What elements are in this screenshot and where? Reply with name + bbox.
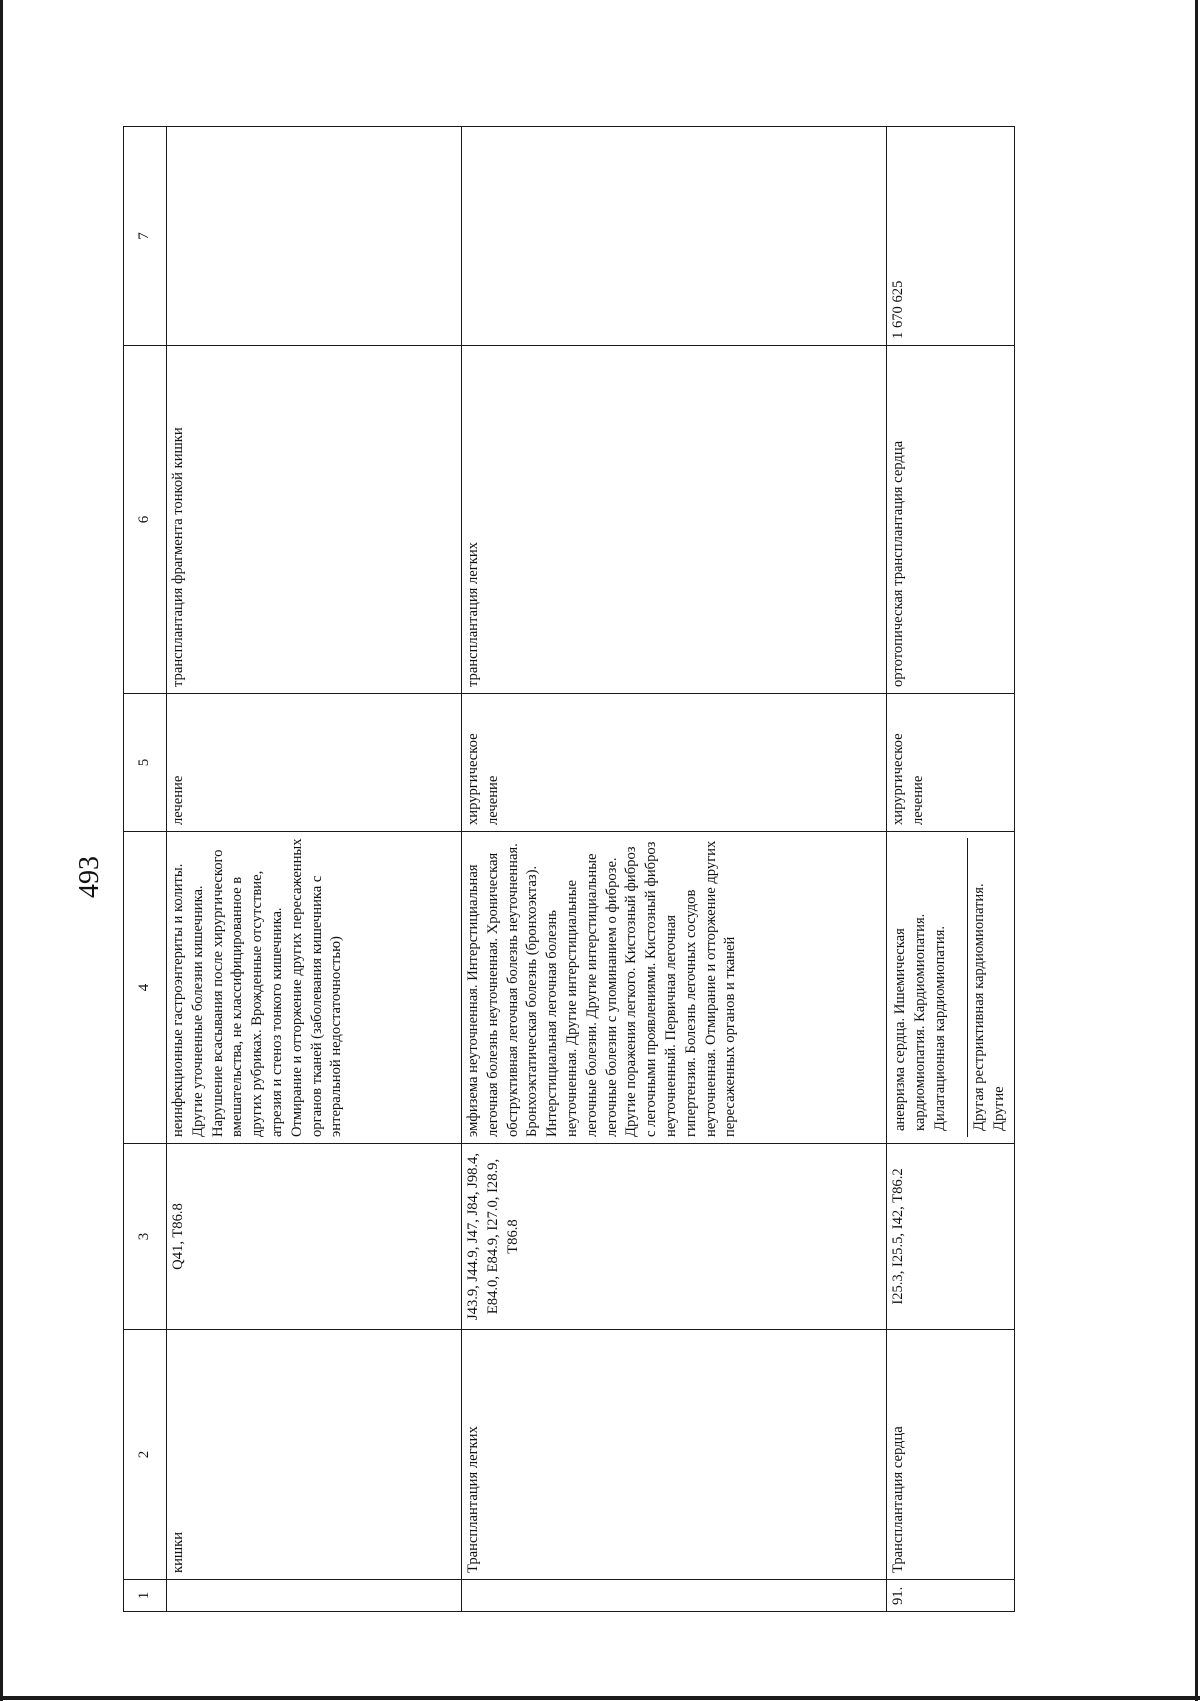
diagnosis-text: неинфекционные гастроэнтериты и колиты. Другие уточненные болезни кишечника. Нарушение всасывания после хирургического вмешательства, не классифицированное в других рубриках. Врожденные отсутствие, атрезия и стеноз тонкого кишечника. Отмирание и отторжение других пересаженных органов тканей (заболевания кишечника с энтеральной недостаточностью): [167, 832, 462, 1144]
row-number: [167, 1580, 462, 1612]
cost-value: 1 670 625: [887, 127, 1015, 346]
page-number: 493: [74, 856, 105, 898]
cost-value: [462, 127, 887, 346]
header-cell: 7: [124, 127, 167, 346]
cost-value: [167, 127, 462, 346]
table-row: [167, 127, 462, 1612]
table-row: [887, 127, 1015, 1612]
header-cell: 3: [124, 1144, 167, 1330]
diagnosis-text: аневризма сердца. Ишемическая кардиомиопатия. Кардиомиопатия. Дилатационная кардиомиопатия.: [889, 838, 968, 1137]
scan-edge-bottom: [0, 1696, 1200, 1700]
scan-edge-right: [1195, 0, 1198, 1701]
icd-codes: J43.9, J44.9, J47, J84, J98.4, E84.0, E84.9, I27.0, I28.9, T86.8: [462, 1144, 887, 1330]
scan-edge-left: [0, 0, 3, 1701]
diagnosis-split-cell: [887, 832, 1015, 1144]
diagnosis-text-continued: Другая рестриктивная кардиомиопатия. Другие: [971, 883, 1007, 1131]
header-cell: 4: [124, 832, 167, 1144]
rotated-table-container: [123, 127, 1073, 1612]
icd-codes: Q41, T86.8: [167, 1144, 462, 1330]
row-number: [462, 1580, 887, 1612]
table-header-row: [124, 127, 167, 1612]
medical-care-table: [123, 126, 1015, 1612]
treatment-type: лечение: [167, 694, 462, 832]
header-cell: 6: [124, 346, 167, 694]
table-row: [462, 127, 887, 1612]
header-cell: 2: [124, 1330, 167, 1580]
treatment-method: трансплантация легких: [462, 346, 887, 694]
row-number: 91.: [887, 1580, 1015, 1612]
treatment-type: хирургическое лечение: [887, 694, 1015, 832]
header-cell: 5: [124, 694, 167, 832]
icd-codes: I25.3, I25.5, I42, T86.2: [887, 1144, 1015, 1330]
procedure-name: Трансплантация легких: [462, 1330, 887, 1580]
procedure-name: кишки: [167, 1330, 462, 1580]
treatment-method: трансплантация фрагмента тонкой кишки: [167, 346, 462, 694]
treatment-type: хирургическое лечение: [462, 694, 887, 832]
diagnosis-text: эмфизема неуточненная. Интерстициальная легочная болезнь неуточненная. Хроническая обструктивная легочная болезнь неуточненная. Бронхоэктатическая болезнь (бронхоэктаз). Интерстициальная легочная болезнь неуточненная. Другие интерстициальные легочные болезни. Другие интерстициальные легочные болезни с упоминанием о фиброзе. Другие поражения легкого. Кистозный фиброз с легочными проявлениями. Кистозный фиброз неуточненный. Первичная легочная гипертензия. Болезнь легочных сосудов неуточненная. Отмирание и отторжение других пересаженных органов и тканей: [462, 832, 887, 1144]
treatment-method: ортотопическая трансплантация сердца: [887, 346, 1015, 694]
procedure-name: Трансплантация сердца: [887, 1330, 1015, 1580]
header-cell: 1: [124, 1580, 167, 1612]
